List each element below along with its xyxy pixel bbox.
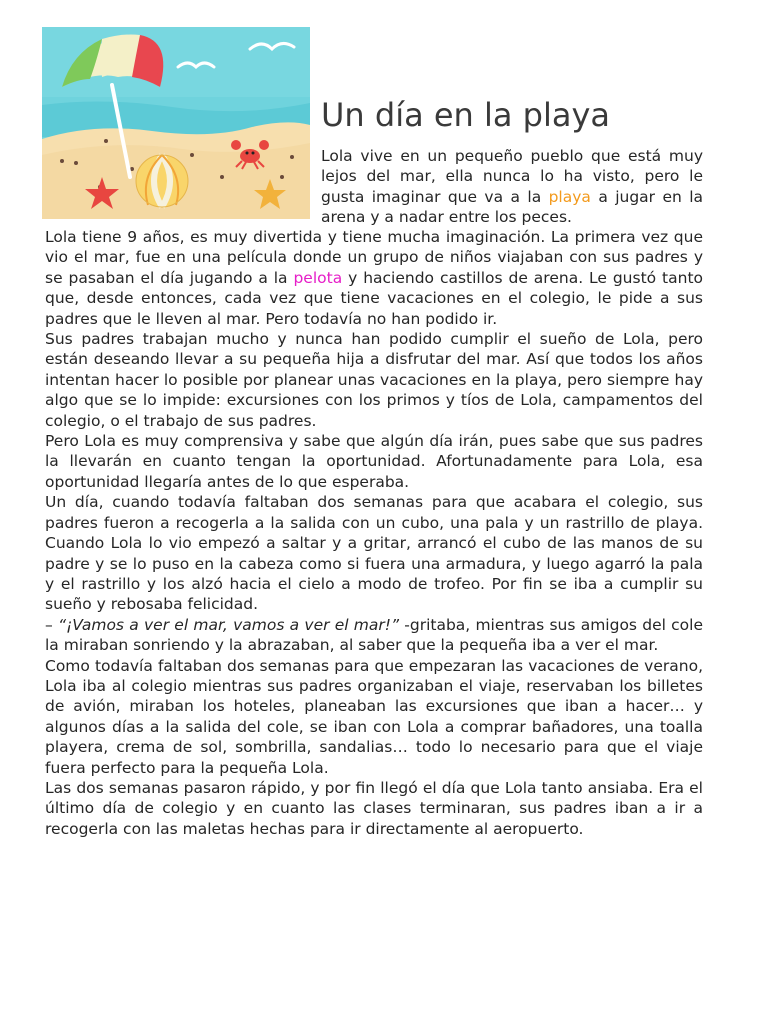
intro-paragraph — [321, 146, 703, 228]
paragraph-1 — [45, 227, 703, 329]
paragraph-4: Un día, cuando todavía faltaban dos semanas para que acabara el colegio, sus padres fueron a recogerla a la salida con un cubo, una pala y un rastrillo de playa. Cuando Lola lo vio empezó a saltar y a gritar, arrancó el cubo de las manos de su padre y se lo puso en la cabeza como si fuera una armadura, y luego agarró la pala y el rastrillo y los alzó hacia el cielo a modo de trofeo. Por fin se iba a cumplir su sueño y rebosaba felicidad. — [45, 493, 703, 614]
paragraph-7: Las dos semanas pasaron rápido, y por fin llegó el día que Lola tanto ansiaba. Era el último día de colegio y en cuanto las clases terminaran, sus padres iban a ir a recogerla con las maletas hechas para ir directamente al aeropuerto. — [45, 778, 703, 838]
intro-text-start: Lola vive en un pequeño pueblo que está muy lejos del mar, ella nunca lo ha visto, pero le gusta imaginar que va a la — [321, 147, 703, 206]
keyword-pelota: pelota — [293, 268, 343, 287]
paragraph-5-end: -gritaba, mientras sus amigos del cole la miraban sonriendo y la abrazaban, al saber que la pequeña iba a ver el mar. — [45, 615, 704, 655]
paragraph-3: Pero Lola es muy comprensiva y sabe que algún día irán, pues sabe que sus padres la llevarán en cuanto tengan la oportunidad. Afortunadamente para Lola, esa oportunidad llegaría antes de lo que esperaba. — [45, 432, 703, 491]
paragraph-6: Como todavía faltaban dos semanas para que empezaran las vacaciones de verano, Lola iba al colegio mientras sus padres organizaban el viaje, reservaban los billetes de avión, miraban los hoteles, planeaban las excursiones que iban a hacer… y algunos días a la salida del cole, se iban con Lola a comprar bañadores, una toalla playera, crema de sol, sombrilla, sandalias… todo lo necesario para que el viaje fuera perfecto para la pequeña Lola. — [45, 656, 703, 777]
paragraph-2: Sus padres trabajan mucho y nunca han podido cumplir el sueño de Lola, pero están deseando llevar a su pequeña hija a disfrutar del mar. Así que todos los años intentan hacer lo posible por planear unas vacaciones en la playa, pero siempre hay algo que se lo impide: excursiones con los primos y tíos de Lola, campamentos del colegio, o el trabajo de sus padres. — [45, 330, 703, 430]
page-title: Un día en la playa — [321, 96, 611, 134]
paragraph-5 — [45, 615, 703, 656]
paragraph-1-start: Lola tiene 9 años, es muy divertida y tiene mucha imaginación. La primera vez que vio el mar, fue en una película donde un grupo de niños viajaban con sus padres y se pasaban el día jugando a la — [45, 228, 703, 287]
beach-ball-icon — [136, 155, 188, 207]
intro-text-end: a jugar en la arena y a nadar entre los peces. — [321, 187, 703, 227]
dialogue-quote: “¡Vamos a ver el mar, vamos a ver el mar!” — [58, 615, 400, 634]
dialogue-dash: – — [45, 615, 58, 634]
paragraph-1-end: y haciendo castillos de arena. Le gustó tanto que, desde entonces, cada vez que tiene vacaciones en el colegio, le pide a sus padres que le lleven al mar. Pero todavía no han podido ir. — [45, 268, 704, 328]
story-body — [45, 227, 703, 839]
beach-illustration — [42, 27, 310, 219]
keyword-playa: playa — [548, 187, 591, 206]
